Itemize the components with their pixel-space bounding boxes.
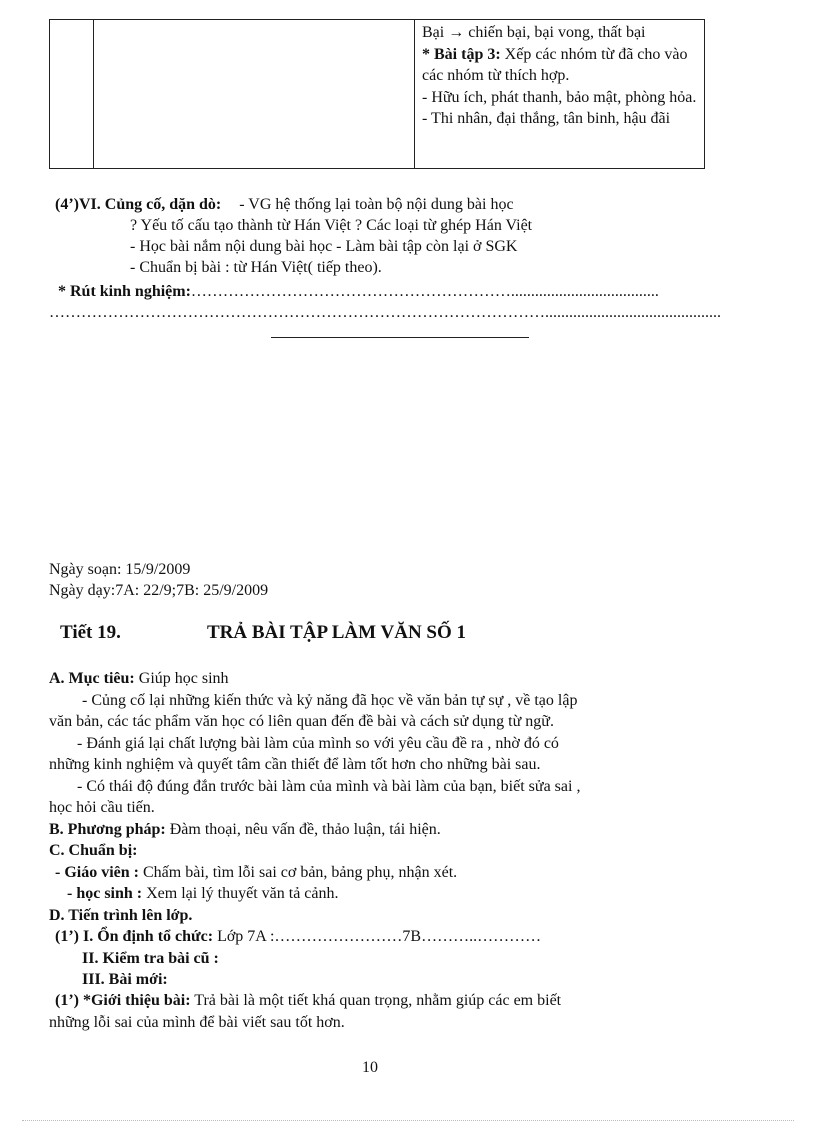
consolidate-line-3: - Học bài nắm nội dung bài học - Làm bài tập còn lại ở SGK: [130, 238, 518, 255]
teacher-text: Chấm bài, tìm lỗi sai cơ bản, bảng phụ, nhận xét.: [139, 864, 458, 881]
prepare-label: C. Chuẩn bị:: [49, 842, 138, 859]
exercise-3-text: Xếp các nhóm từ đã cho vào các nhóm từ thích hợp.: [422, 45, 688, 84]
step-3-label: III. Bài mới:: [82, 971, 168, 988]
content-table: [49, 19, 705, 169]
consolidate-line-1: [55, 194, 514, 215]
step-2-label: II. Kiểm tra bài cũ :: [82, 950, 219, 967]
process-step-2: [82, 948, 219, 969]
page-bottom-border: [22, 1120, 794, 1121]
table-line-1: Bại → chiến bại, bại vong, thất bại: [422, 24, 646, 41]
page-number: 10: [362, 1059, 378, 1076]
goal-1a: - Củng cố lại những kiến thức và kỷ năng đã học về văn bản tự sự , về tạo lập: [82, 692, 578, 709]
goal-2b: những kinh nghiệm và quyết tâm cần thiết để làm tốt hơn cho những bài sau.: [49, 756, 541, 773]
table-col-time: [50, 20, 94, 168]
goals-intro: Giúp học sinh: [134, 670, 229, 687]
consolidate-text-1: - VG hệ thống lại toàn bộ nội dung bài học: [239, 196, 514, 213]
goals-label: A. Mục tiêu:: [49, 670, 135, 687]
lesson-title: TRẢ BÀI TẬP LÀM VĂN SỐ 1: [207, 622, 467, 643]
teacher-label: - Giáo viên :: [55, 864, 139, 881]
prep-date: Ngày soạn: 15/9/2009: [49, 561, 191, 578]
process-step-3: [82, 969, 168, 990]
experience-dots-2: …………………………………………………………………………………............................................: [49, 304, 721, 321]
intro-line-1: [55, 990, 561, 1011]
table-col-content: [422, 22, 702, 130]
process-step-1: [55, 926, 541, 947]
consolidate-line-2: ? Yếu tố cấu tạo thành từ Hán Việt ? Các loại từ ghép Hán Việt: [130, 217, 533, 234]
intro-line-2: những lỗi sai của mình để bài viết sau tốt hơn.: [49, 1014, 345, 1031]
consolidate-label: (4’)VI. Củng cố, dặn dò:: [55, 196, 222, 213]
process-heading: [49, 905, 192, 926]
process-label: D. Tiến trình lên lớp.: [49, 907, 193, 924]
prepare-heading: [49, 840, 137, 861]
table-col-activity: [93, 20, 415, 168]
word-group-2: - Thi nhân, đại thắng, tân binh, hậu đãi: [422, 110, 671, 127]
goal-1b: văn bản, các tác phẩm văn học có liên quan đến đề bài và cách sử dụng từ ngữ.: [49, 713, 554, 730]
prepare-teacher: [55, 862, 457, 883]
goal-3a: - Có thái độ đúng đắn trước bài làm của mình và bài làm của bạn, biết sửa sai ,: [77, 778, 581, 795]
consolidate-line-4: - Chuẩn bị bài : từ Hán Việt( tiếp theo).: [130, 259, 382, 276]
intro-label: (1’) *Giới thiệu bài:: [55, 992, 191, 1009]
exercise-3: [422, 44, 702, 87]
prepare-student: [67, 883, 339, 904]
step-1-label: (1’) I. Ổn định tổ chức:: [55, 928, 214, 945]
goal-2a: - Đánh giá lại chất lượng bài làm của mình so với yêu cầu đề ra , nhờ đó có: [77, 735, 559, 752]
experience-dots-1: …………………………………………………….....................................: [190, 283, 659, 300]
experience-line: [58, 281, 659, 302]
word-group-1: - Hữu ích, phát thanh, bảo mật, phòng hỏa.: [422, 88, 697, 106]
teach-date: Ngày dạy:7A: 22/9;7B: 25/9/2009: [49, 582, 269, 599]
intro-text: Trả bài là một tiết khá quan trọng, nhằm giúp các em biết: [190, 992, 562, 1009]
experience-label: * Rút kinh nghiệm:: [58, 283, 191, 300]
method-line: [49, 819, 441, 840]
student-label: - học sinh :: [67, 885, 143, 902]
goal-3b: học hỏi cầu tiến.: [49, 799, 155, 816]
step-1-text: Lớp 7A :……………………7B………..…………: [213, 928, 542, 945]
student-text: Xem lại lý thuyết văn tả cảnh.: [142, 885, 339, 902]
method-text: Đàm thoại, nêu vấn đề, thảo luận, tái hiện.: [165, 821, 441, 838]
lesson-number: Tiết 19.: [60, 622, 121, 643]
goals-heading: [49, 668, 229, 689]
exercise-3-label: * Bài tập 3:: [422, 45, 501, 63]
method-label: B. Phương pháp:: [49, 821, 166, 838]
section-divider: [271, 337, 529, 338]
